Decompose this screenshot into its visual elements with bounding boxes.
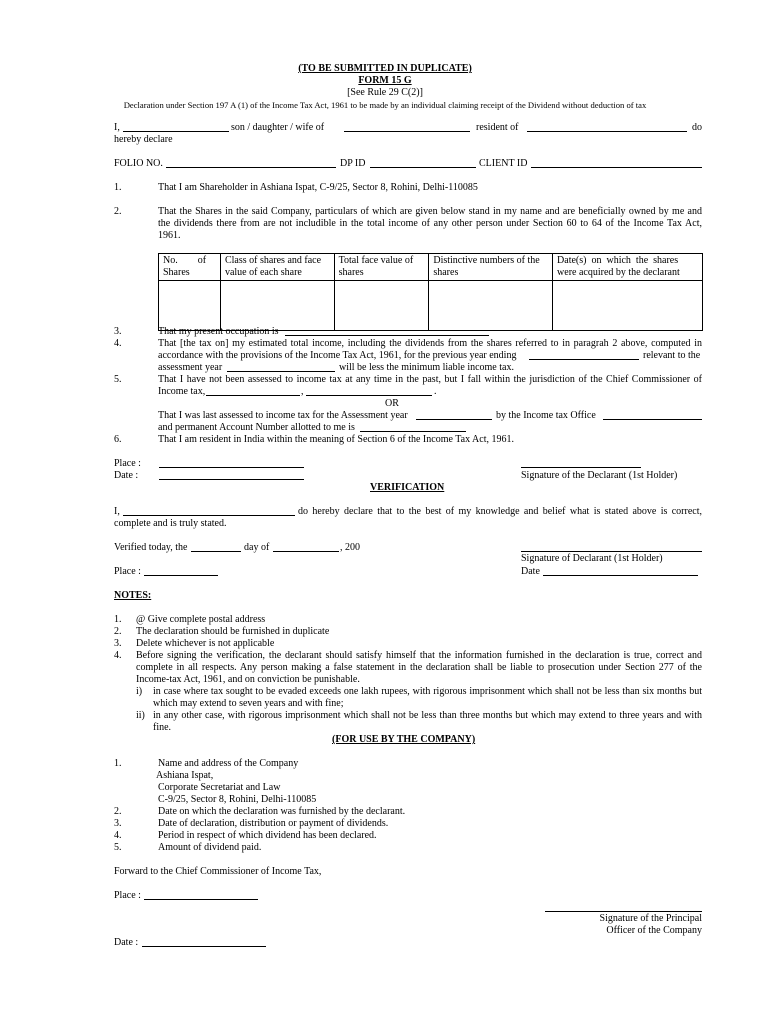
relation-label: son / daughter / wife of [231, 122, 325, 133]
company-address-line2: Corporate Secretariat and Law [158, 782, 281, 793]
company-place-field[interactable] [144, 899, 258, 900]
verified-today-label: Verified today, the [114, 542, 188, 553]
verification-title: VERIFICATION [370, 482, 445, 493]
place-field[interactable] [159, 467, 304, 468]
note-number-1: 1. [114, 614, 122, 625]
cell-class[interactable] [220, 281, 334, 331]
principal-officer-signature-label: Signature of the Principal [599, 913, 702, 924]
decl-number-6: 6. [114, 434, 122, 445]
or-label: OR [385, 398, 399, 409]
decl-number-2: 2. [114, 206, 122, 217]
name-field[interactable] [123, 131, 229, 132]
decl-5-line4a: That I was last assessed to income tax for the Assessment year [158, 410, 408, 421]
decl-6: That I am resident in India within the meaning of Section 6 of the Income Tax Act, 1961. [158, 434, 514, 445]
cell-distinctive-numbers[interactable] [429, 281, 553, 331]
year-label: , 200 [340, 542, 360, 553]
last-assessment-year-field[interactable] [416, 419, 492, 420]
verification-name-field[interactable] [123, 515, 295, 516]
verified-month-field[interactable] [273, 551, 339, 552]
col-header-no-of-shares: No. of Shares [159, 254, 221, 281]
company-item-number-2: 2. [114, 806, 122, 817]
principal-officer-signature-line[interactable] [545, 911, 702, 912]
company-item-number-5: 5. [114, 842, 122, 853]
assessment-year-field[interactable] [227, 371, 335, 372]
declarant-signature-line[interactable] [521, 467, 641, 468]
decl-5-line2: Income tax, [158, 386, 206, 397]
decl-5-line4b: by the Income tax Office [496, 410, 596, 421]
note-number-2: 2. [114, 626, 122, 637]
col-header-class: Class of shares and face value of each share [220, 254, 334, 281]
form-subtitle: Declaration under Section 197 A (1) of the Income Tax Act, 1961 to be made by an individual claiming receipt of the Dividend without deduction of tax [123, 100, 647, 110]
date-label: Date : [114, 470, 139, 481]
company-item-number-4: 4. [114, 830, 122, 841]
company-place-label: Place : [114, 890, 141, 901]
decl-4-line3a: assessment year [158, 362, 223, 373]
note-4-i-line2: which may extend to seven years and with fine; [153, 698, 344, 709]
place-label: Place : [114, 458, 141, 469]
dp-id-label: DP ID [340, 158, 366, 169]
note-4-ii-label: ii) [136, 710, 145, 721]
decl-3: That my present occupation is [158, 326, 279, 337]
decl-4-line2b: relevant to the [643, 350, 701, 361]
declarant-signature-label: Signature of the Declarant (1st Holder) [521, 470, 678, 481]
decl-4-line2a: accordance with the provisions of the Income Tax Act, 1961, for the previous year ending [158, 350, 517, 361]
verification-signature-line[interactable] [521, 551, 702, 552]
forward-text: Forward to the Chief Commissioner of Income Tax, [114, 866, 322, 877]
company-item-3: Date of declaration, distribution or payment of dividends. [158, 818, 389, 829]
note-4-i-label: i) [136, 686, 143, 697]
note-4-i-line1: in case where tax sought to be evaded exceeds one lakh rupees, with rigorous imprisonment which shall not be less than six months but [153, 686, 702, 697]
residence-field[interactable] [527, 131, 687, 132]
note-3: Delete whichever is not applicable [136, 638, 275, 649]
company-item-1: Name and address of the Company [158, 758, 299, 769]
dp-id-field[interactable] [370, 167, 476, 168]
decl-1: That I am Shareholder in Ashiana Ispat, C-9/25, Sector 8, Rohini, Delhi-110085 [158, 182, 478, 193]
decl-2-line2: the dividends there from are not includible in the total income of any other person under Section 60 to 64 of the Income Tax Act, [158, 218, 702, 229]
resident-label: resident of [476, 122, 519, 133]
col-header-dates: Date(s) on which the shares were acquired by the declarant [553, 254, 703, 281]
verification-place-field[interactable] [144, 575, 218, 576]
rule-reference: [See Rule 29 C(2)] [347, 87, 423, 98]
cell-total-face-value[interactable] [334, 281, 429, 331]
decl-2-line3: 1961. [158, 230, 181, 241]
note-number-3: 3. [114, 638, 122, 649]
shares-table [158, 253, 703, 331]
date-field[interactable] [159, 479, 304, 480]
day-of-label: day of [244, 542, 270, 553]
decl-2-line1: That the Shares in the said Company, particulars of which are given below stand in my name and are beneficially owned by me and [158, 206, 702, 217]
client-id-label: CLIENT ID [479, 158, 528, 169]
cell-no-of-shares[interactable] [159, 281, 221, 331]
tax-office-field[interactable] [603, 419, 702, 420]
occupation-field[interactable] [285, 335, 489, 336]
col-header-distinctive-numbers: Distinctive numbers of the shares [429, 254, 553, 281]
table-row [159, 281, 703, 331]
decl-5-line5: and permanent Account Number allotted to me is [158, 422, 355, 433]
note-2: The declaration should be furnished in duplicate [136, 626, 330, 637]
cell-dates[interactable] [553, 281, 703, 331]
company-date-field[interactable] [142, 946, 266, 947]
form-number: FORM 15 G [358, 75, 412, 86]
decl-4-line1: That [the tax on] my estimated total income, including the dividends from the shares referred to in paragrah 2 above, computed in [158, 338, 702, 349]
verification-date-label: Date [521, 566, 540, 577]
period: . [434, 386, 437, 397]
parent-name-field[interactable] [344, 131, 470, 132]
note-1: @ Give complete postal address [136, 614, 266, 625]
company-date-label: Date : [114, 937, 139, 948]
intro-i: I, [114, 122, 120, 133]
hereby-declare: hereby declare [114, 134, 173, 145]
verification-i: I, [114, 506, 120, 517]
decl-number-5: 5. [114, 374, 122, 385]
principal-officer-label: Officer of the Company [606, 925, 702, 936]
jurisdiction-field-2[interactable] [306, 395, 432, 396]
verification-place-label: Place : [114, 566, 141, 577]
verification-line2: complete and is truly stated. [114, 518, 227, 529]
verification-signature-label: Signature of Declarant (1st Holder) [521, 553, 663, 564]
folio-label: FOLIO NO. [114, 158, 163, 169]
client-id-field[interactable] [531, 167, 702, 168]
decl-number-4: 4. [114, 338, 122, 349]
decl-number-3: 3. [114, 326, 122, 337]
company-item-2: Date on which the declaration was furnished by the declarant. [158, 806, 406, 817]
decl-4-line3b: will be less the minimum liable income tax. [339, 362, 514, 373]
note-4-line1: Before signing the verification, the declarant should satisfy himself that the information furnished in the declaration is true, correct and [136, 650, 702, 661]
company-item-4: Period in respect of which dividend has been declared. [158, 830, 377, 841]
verified-day-field[interactable] [191, 551, 241, 552]
form-heading: (TO BE SUBMITTED IN DUPLICATE) [298, 63, 472, 74]
note-4-line2: complete in all respects. Any person making a false statement in the declaration shall be liable to prosecution under Section 277 of the [136, 662, 702, 673]
pan-field[interactable] [360, 431, 466, 432]
note-number-4: 4. [114, 650, 122, 661]
folio-field[interactable] [166, 167, 336, 168]
verification-date-field[interactable] [543, 575, 698, 576]
company-address-line3: C-9/25, Sector 8, Rohini, Delhi-110085 [158, 794, 317, 805]
do-label: do [692, 122, 702, 133]
shares-table-header [159, 254, 703, 281]
notes-title: NOTES: [114, 590, 152, 601]
company-item-number-3: 3. [114, 818, 122, 829]
note-4-ii-line2: fine. [153, 722, 172, 733]
comma: , [301, 386, 304, 397]
col-header-total-face-value: Total face value of shares [334, 254, 429, 281]
company-section-title: (FOR USE BY THE COMPANY) [332, 734, 476, 745]
decl-number-1: 1. [114, 182, 122, 193]
verification-line1: do hereby declare that to the best of my knowledge and belief what is stated above is correct, [298, 506, 702, 517]
company-item-5: Amount of dividend paid. [158, 842, 262, 853]
jurisdiction-field-1[interactable] [206, 395, 300, 396]
note-4-ii-line1: in any other case, with rigorous imprisonment which shall not be less than three months but which may extend to three years and with [153, 710, 702, 721]
previous-year-field[interactable] [529, 359, 639, 360]
company-item-number-1: 1. [114, 758, 122, 769]
note-4-line3: Income-tax Act, 1961, and on conviction be punishable. [136, 674, 360, 685]
company-address-line1: Ashiana Ispat, [156, 770, 214, 781]
decl-5-line1: That I have not been assessed to income tax at any time in the past, but I fall within the jurisdiction of the Chief Commissioner of [158, 374, 702, 385]
